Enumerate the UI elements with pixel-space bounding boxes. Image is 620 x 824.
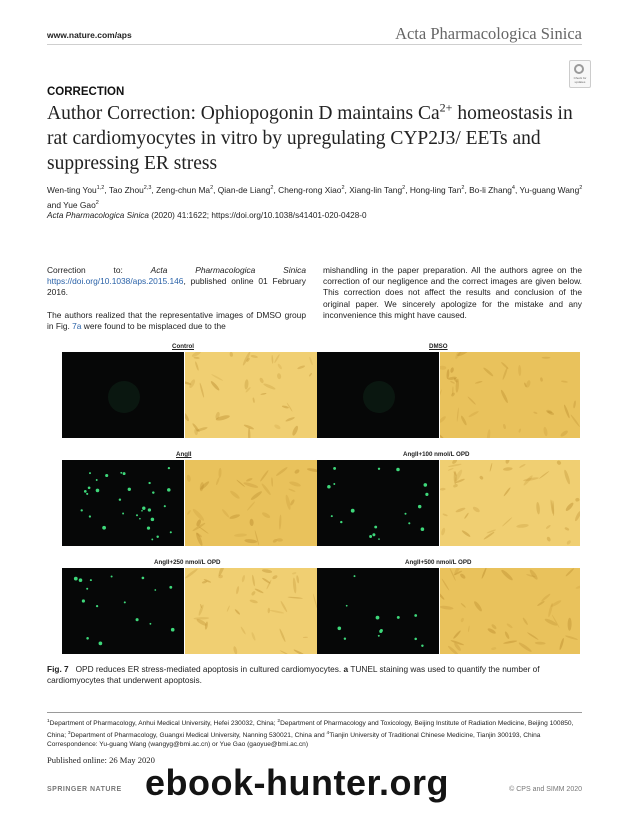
apoptotic-cell-dot: [136, 514, 138, 516]
author-affiliation: 2: [402, 185, 406, 191]
fluorescence-canvas: [62, 568, 184, 654]
apoptotic-cell-dot: [123, 472, 126, 475]
fluorescence-canvas: [317, 568, 439, 654]
apoptotic-cell-dot: [164, 505, 166, 507]
apoptotic-cell-dot: [81, 509, 83, 511]
brightfield-canvas: [440, 460, 580, 546]
author-affiliation: 2: [95, 199, 99, 206]
apoptotic-cell-dot: [372, 533, 375, 536]
brightfield-canvas: [440, 568, 580, 654]
apoptotic-cell-dot: [152, 491, 154, 493]
apoptotic-cell-dot: [169, 586, 172, 589]
apoptotic-cell-dot: [142, 577, 145, 580]
continuation-paragraph: mishandling in the paper preparation. All the authors agree on the correction of our negligence and the correct images are given below. This correction does not affect the results and conclusion of the original paper. We sincerely apologize for the mistake and any inconvenience this might have caused.: [323, 265, 582, 320]
background-glow: [108, 381, 140, 413]
affiliation-text: Department of Pharmacology, Anhui Medical University, Hefei 230032, China;: [49, 720, 278, 728]
apoptotic-cell-dot: [96, 479, 98, 481]
apoptotic-cell-dot: [354, 575, 356, 577]
brightfield-image: [440, 568, 580, 654]
correction-journal: Acta Pharmacologica Sinica: [150, 265, 306, 275]
affiliation-list: [47, 720, 573, 738]
apoptotic-cell-dot: [99, 642, 103, 646]
apoptotic-cell-dot: [378, 468, 380, 470]
affiliation-number: 1: [47, 719, 50, 724]
apoptotic-cell-dot: [333, 483, 335, 485]
author-name: Qian-de Liang: [217, 184, 271, 195]
apoptotic-cell-dot: [418, 505, 421, 508]
apoptotic-cell-dot: [105, 474, 108, 477]
apoptotic-cell-dot: [408, 522, 410, 524]
affiliation-text: Department of Pharmacology, Guangxi Medical University, Nanning 530021, China and: [70, 731, 327, 739]
apoptotic-cell-dot: [379, 630, 382, 633]
apoptotic-cell-dot: [84, 490, 87, 493]
caption-panel-letter: a: [343, 664, 349, 674]
apoptotic-cell-dot: [414, 638, 417, 641]
panel-label: AngII+250 nmol/L OPD: [154, 559, 221, 566]
author-name: Bo-li Zhang: [469, 184, 512, 195]
correction-note: [47, 265, 306, 299]
check-updates-icon: [574, 64, 584, 74]
apoptotic-cell-dot: [351, 509, 355, 513]
apoptotic-cell-dot: [424, 483, 428, 487]
apoptotic-cell-dot: [421, 527, 425, 531]
apoptotic-cell-dot: [333, 467, 336, 470]
author-name: Yu-guang Wang: [519, 184, 580, 195]
figure-panel: [62, 460, 325, 546]
apoptotic-cell-dot: [404, 513, 406, 515]
fluorescence-canvas: [317, 352, 439, 438]
author-affiliation: 4: [511, 185, 515, 191]
author-affiliation: 2,3: [143, 185, 152, 191]
tunel-fluorescence-image: [317, 352, 439, 438]
apoptotic-cell-dot: [86, 637, 89, 640]
correspondence: Correspondence: Yu-guang Wang (wangyg@bmi.ac.cn) or Yue Gao (gaoyue@bmi.ac.cn): [47, 740, 309, 748]
apoptotic-cell-dot: [142, 507, 145, 510]
brightfield-image: [440, 352, 580, 438]
apoptotic-cell-dot: [396, 468, 400, 472]
apoptotic-cell-dot: [340, 521, 342, 523]
apoptotic-cell-dot: [74, 577, 78, 581]
tunel-fluorescence-image: [317, 460, 439, 546]
apoptotic-cell-dot: [369, 535, 372, 538]
apoptotic-cell-dot: [168, 467, 170, 469]
apoptotic-cell-dot: [122, 513, 124, 515]
author-name: Zeng-chun Ma: [156, 184, 211, 195]
section-label: CORRECTION: [47, 86, 125, 98]
author-name: Hong-ling Tan: [409, 184, 462, 195]
apoptotic-cell-dot: [167, 488, 171, 492]
brightfield-image: [185, 568, 325, 654]
caption-text: OPD reduces ER stress-mediated apoptosis in cultured cardiomyocytes.: [75, 664, 342, 674]
apoptotic-cell-dot: [425, 493, 428, 496]
apoptotic-cell-dot: [374, 526, 377, 529]
apoptotic-cell-dot: [96, 489, 100, 493]
figure-caption: [47, 664, 582, 685]
tunel-fluorescence-image: [62, 460, 184, 546]
author-name: Wen-ting You: [47, 184, 97, 195]
apoptotic-cell-dot: [96, 605, 98, 607]
body-column-left: [47, 265, 306, 343]
apoptotic-cell-dot: [378, 635, 380, 637]
correction-suffix: , published online 01 February 2016.: [47, 276, 306, 298]
affiliation-text: Tianjin University of Traditional Chinese Medicine, Tianjin 300193, China: [329, 731, 541, 739]
apoptotic-cell-dot: [171, 628, 175, 632]
author-name: Tao Zhou: [108, 184, 144, 195]
brightfield-canvas: [440, 352, 580, 438]
apoptotic-cell-dot: [344, 637, 346, 639]
tunel-fluorescence-image: [62, 352, 184, 438]
figure-panel: [317, 460, 580, 546]
brightfield-image: [185, 460, 325, 546]
fluorescence-canvas: [62, 460, 184, 546]
published-date: Published online: 26 May 2020: [47, 755, 155, 765]
author-affiliation: 2: [341, 185, 345, 191]
brightfield-canvas: [185, 352, 325, 438]
watermark: ebook-hunter.org: [145, 762, 449, 803]
title-superscript: 2+: [439, 100, 453, 115]
brightfield-image: [440, 460, 580, 546]
footnote-divider: [47, 712, 582, 713]
explanation-text-a: The authors realized that the representative images of DMSO group in Fig.: [47, 309, 306, 331]
apoptotic-cell-dot: [102, 526, 106, 530]
apoptotic-cell-dot: [79, 578, 83, 582]
title-part2: homeostasis in rat cardiomyocytes in vitro by upregulating CYP2J3/ EETs and suppressing ER stress: [47, 103, 573, 174]
citation-line: [47, 211, 367, 220]
tunel-fluorescence-image: [62, 568, 184, 654]
author-list: Wen-ting You$^{1,2}$, Tao Zhou$^{2,3}$, Zeng-chun Ma$^2$, Qian-de Liang$^2$, Cheng-rong Xiao$^2$, Xiang-lin Tang$^2$, Hong-ling Tan$^2$, Bo-li Zhang$^4$, Yu-guang Wang$^2$ and Yue Gao$^2$: [47, 184, 583, 210]
article-title: [47, 101, 587, 176]
header-divider: [47, 44, 582, 45]
journal-name: Acta Pharmacologica Sinica: [395, 24, 582, 43]
apoptotic-cell-dot: [148, 482, 150, 484]
affiliation-text: Department of Pharmacology and Toxicology, Beijing Institute of Radiation Medicine, Beijing 100850, China;: [47, 720, 574, 739]
apoptotic-cell-dot: [82, 599, 85, 602]
apoptotic-cell-dot: [414, 614, 417, 617]
panel-label: AngII: [176, 451, 192, 458]
author-affiliation: 2: [210, 185, 214, 191]
brightfield-canvas: [185, 568, 325, 654]
apoptotic-cell-dot: [88, 486, 91, 489]
apoptotic-cell-dot: [151, 538, 153, 540]
apoptotic-cell-dot: [139, 518, 141, 520]
apoptotic-cell-dot: [338, 627, 342, 631]
caption-panel-text: TUNEL staining was used to quantify the number of cardiomyocytes that underwent apoptosis.: [47, 664, 540, 685]
apoptotic-cell-dot: [149, 623, 151, 625]
apoptotic-cell-dot: [156, 535, 158, 537]
explanation-paragraph: [47, 310, 306, 332]
figure-panel: [317, 352, 580, 438]
panel-label: AngII+500 nmol/L OPD: [405, 559, 472, 566]
original-article-link[interactable]: https://doi.org/10.1038/aps.2015.146: [47, 276, 184, 287]
author-affiliation: 1,2: [96, 185, 105, 191]
apoptotic-cell-dot: [119, 498, 121, 500]
figure-panel: [62, 568, 325, 654]
apoptotic-cell-dot: [170, 531, 172, 533]
figure-link[interactable]: 7a: [72, 320, 82, 331]
apoptotic-cell-dot: [154, 589, 156, 591]
publisher-logo: SPRINGER NATURE: [47, 786, 122, 793]
fluorescence-canvas: [317, 460, 439, 546]
check-updates-label: Check for updates: [573, 76, 587, 84]
fluorescence-canvas: [62, 352, 184, 438]
apoptotic-cell-dot: [124, 601, 126, 603]
affiliations: [47, 717, 587, 749]
author-name: Yue Gao: [63, 199, 96, 210]
body-column-right: [323, 265, 582, 332]
apoptotic-cell-dot: [376, 616, 380, 620]
apoptotic-cell-dot: [327, 485, 331, 489]
citation-details[interactable]: (2020) 41:1622; https://doi.org/10.1038/s41401-020-0428-0: [148, 211, 367, 220]
apoptotic-cell-dot: [90, 579, 92, 581]
panel-label: Control: [172, 343, 194, 350]
apoptotic-cell-dot: [89, 472, 91, 474]
tunel-fluorescence-image: [317, 568, 439, 654]
apoptotic-cell-dot: [151, 518, 155, 522]
apoptotic-cell-dot: [378, 538, 380, 540]
apoptotic-cell-dot: [111, 575, 113, 577]
apoptotic-cell-dot: [346, 605, 348, 607]
author-affiliation: 2: [270, 185, 274, 191]
apoptotic-cell-dot: [86, 493, 88, 495]
apoptotic-cell-dot: [89, 515, 91, 517]
apoptotic-cell-dot: [141, 510, 143, 512]
apoptotic-cell-dot: [148, 508, 151, 511]
figure-panel: [62, 352, 325, 438]
caption-label: Fig. 7: [47, 664, 69, 674]
cell-texture: [542, 357, 551, 359]
brightfield-canvas: [185, 460, 325, 546]
site-url[interactable]: www.nature.com/aps: [47, 30, 132, 40]
correction-prefix: Correction to:: [47, 265, 151, 275]
affiliation-number: 4: [326, 730, 330, 736]
title-part1: Author Correction: Ophiopogonin D maintains Ca: [47, 103, 440, 124]
author-affiliation: 2: [579, 185, 583, 191]
author-name: Xiang-lin Tang: [349, 184, 403, 195]
apoptotic-cell-dot: [136, 618, 139, 621]
panel-label: AngII+100 nmol/L OPD: [403, 451, 470, 458]
apoptotic-cell-dot: [120, 472, 122, 474]
explanation-text-b: were found to be misplaced due to the: [81, 320, 226, 331]
affiliation-number: 2: [277, 719, 281, 724]
figure-panel: [317, 568, 580, 654]
brightfield-image: [185, 352, 325, 438]
apoptotic-cell-dot: [331, 515, 333, 517]
apoptotic-cell-dot: [128, 488, 131, 491]
citation-journal: Acta Pharmacologica Sinica: [47, 211, 149, 220]
apoptotic-cell-dot: [421, 645, 423, 647]
background-glow: [363, 381, 395, 413]
author-name: Cheng-rong Xiao: [278, 184, 342, 195]
brightfield-background: [440, 352, 580, 438]
check-for-updates-badge[interactable]: [569, 60, 591, 88]
apoptotic-cell-dot: [86, 588, 88, 590]
apoptotic-cell-dot: [397, 616, 400, 619]
affiliation-number: 3: [67, 730, 71, 736]
apoptotic-cell-dot: [147, 526, 150, 529]
panel-label: DMSO: [429, 343, 448, 350]
copyright: © CPS and SIMM 2020: [509, 786, 582, 793]
author-affiliation: 2: [461, 185, 465, 191]
brightfield-background: [185, 460, 325, 546]
brightfield-background: [185, 352, 325, 438]
